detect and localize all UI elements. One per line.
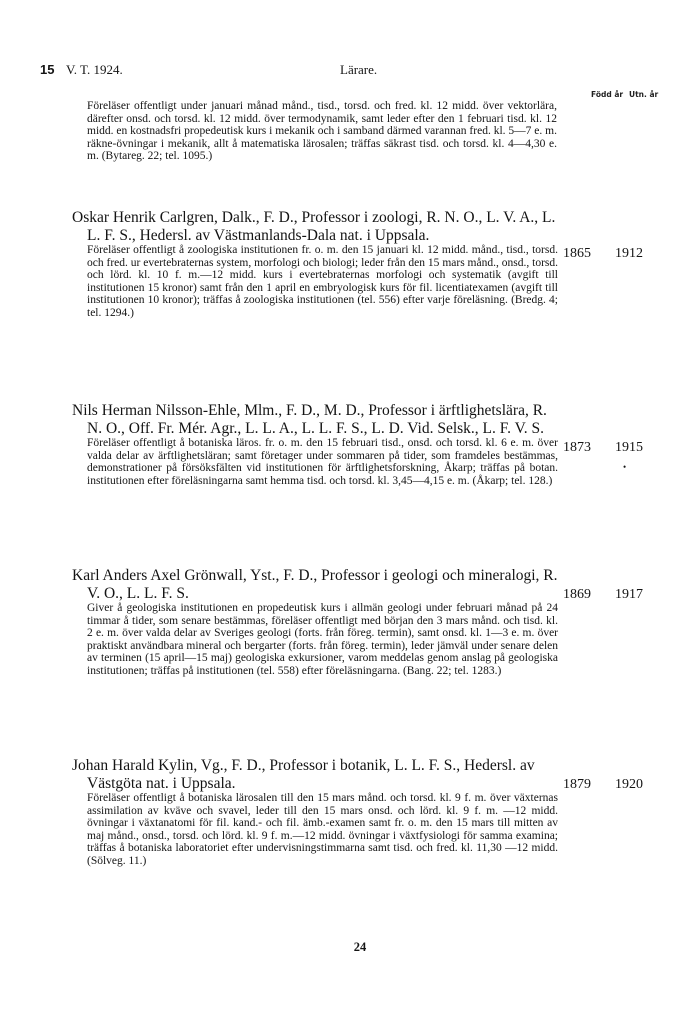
entry-name: Oskar Henrik Carlgren, (72, 209, 218, 226)
entry-titles: Yst., F. D., Professor i geologi och mineralogi, R. V. O., L. L. F. S. (87, 567, 558, 602)
column-header-born: Född år (591, 90, 624, 99)
entry-titles: Vg., F. D., Professor i botanik, L. L. F. S., Hedersl. av Västgöta nat. i Uppsala. (87, 757, 535, 792)
entry-description: Föreläser offentligt å botaniska läros. fr. o. m. den 15 februari tisd., onsd. och torsd. kl. 6 e. m. över valda delar av ärftlighetsläran; samt företager under sommaren på tider, som framdeles bestämmas, demonstrationer på försöksfälten vid institutionen för ärftlighetsforskning, Åkarp; träffas på botan. institutionen efter föreläsningarna samt hemma tisd. och torsd. kl. 3,45—4,15 e. m. (Åkarp; tel. 128.) (87, 437, 558, 487)
running-header (40, 62, 650, 80)
intro-paragraph: Föreläser offentligt under januari månad månd., tisd., torsd. och fred. kl. 12 midd. över vektorlära, därefter onsd. och torsd. kl. 12 midd. över termodynamik, samt leder efter den 1 februari tisd. kl. 12 midd. en kostnadsfri propedeutisk kurs i mekanik och i samband därmed varannan fred. kl. 5—7 e. m. räkne-övningar i mekanik, allt å matematiska lärosalen; träffas säkrast tisd. och torsd. kl. 4—4,30 e. m. (Bytareg. 22; tel. 1095.) (87, 100, 557, 162)
faculty-entry (72, 567, 558, 677)
entry-born-year: 1873 (563, 440, 591, 455)
entry-titles: Mlm., F. D., M. D., Professor i ärftlighetslära, R. N. O., Off. Fr. Mér. Agr., L. L. A., L. L. F. S., L. D. Vid. Selsk., L. F. V. S. (87, 402, 547, 437)
entry-heading (72, 567, 558, 602)
entry-name: Nils Herman Nilsson-Ehle, (72, 402, 241, 419)
entry-born-year: 1865 (563, 246, 591, 261)
header-page-number: 15 (40, 62, 55, 77)
entry-appointed-year: 1915 (615, 440, 643, 455)
entry-appointed-year: 1912 (615, 246, 643, 261)
entry-born-year: 1879 (563, 777, 591, 792)
faculty-entry (72, 757, 558, 867)
entry-appointed-year: 1917 (615, 587, 643, 602)
entry-heading (72, 402, 558, 437)
entry-heading (72, 757, 558, 792)
column-header-appointed: Utn. år (629, 90, 659, 99)
faculty-entry (72, 402, 558, 487)
entry-heading (72, 209, 558, 244)
entry-appointed-year: 1920 (615, 777, 643, 792)
stray-print-mark: • (623, 462, 627, 472)
entry-born-year: 1869 (563, 587, 591, 602)
entry-name: Karl Anders Axel Grönwall, (72, 567, 247, 584)
entry-titles: Dalk., F. D., Professor i zoologi, R. N. O., L. V. A., L. L. F. S., Hedersl. av Västmanlands-Dala nat. i Uppsala. (87, 209, 556, 244)
header-term: V. T. 1924. (66, 62, 123, 77)
entry-description: Föreläser offentligt å zoologiska institutionen fr. o. m. den 15 januari kl. 12 midd. månd., tisd., torsd. och fred. ur evertebraternas system, morfologi och biologi; leder från den 15 mars månd., onsd., torsd. och lörd. kl. 10 f. m.—12 midd. kurs i evertebraternas morfologi och systematik (avgift till institutionen 15 kronor) samt från den 1 april en embryologisk kurs för fil. licentiatexamen (avgift till institutionen 10 kronor); träffas å zoologiska institutionen (tel. 556) efter varje föreläsning. (Bredg. 4; tel. 1294.) (87, 244, 558, 319)
page-number-footer: 24 (353, 940, 367, 954)
entry-description: Giver å geologiska institutionen en propedeutisk kurs i allmän geologi under februari månad på 24 timmar å tider, som senare bestämmas, föreläser offentligt med början den 3 mars månd. och tisd. kl. 2 e. m. över valda delar av Sveriges geologi (forts. från föreg. termin), samt onsd. kl. 1—3 e. m. över praktiskt användbara mineral och bergarter (forts. från föreg. termin), leder jämväl under senare delen av terminen (15 april—15 maj) geologiska exkursioner, varom meddelas genom anslag på geologiska institutionen; träffas på institutionen (tel. 558) efter föreläsningarna. (Bang. 22; tel. 1283.) (87, 602, 558, 677)
faculty-entry (72, 209, 558, 319)
entry-description: Föreläser offentligt å botaniska lärosalen till den 15 mars månd. och torsd. kl. 9 f. m. över växternas assimilation av kväve och svavel, leder till den 15 mars onsd. och lörd. kl. 9 f. m. —12 midd. övningar i växtanatomi för fil. kand.- och fil. ämb.-examen samt fr. o. m. den 15 mars till mitten av maj månd., onsd., torsd. och lörd. kl. 9 f. m.—12 midd. övningar i växtfysiologi för samma examina; träffas å botaniska laboratoriet efter undervisningstimmarna samt tisd. och fred. kl. 11,30 —12 midd. (Sölveg. 11.) (87, 792, 558, 867)
header-section-title: Lärare. (340, 62, 378, 77)
entry-name: Johan Harald Kylin, (72, 757, 198, 774)
